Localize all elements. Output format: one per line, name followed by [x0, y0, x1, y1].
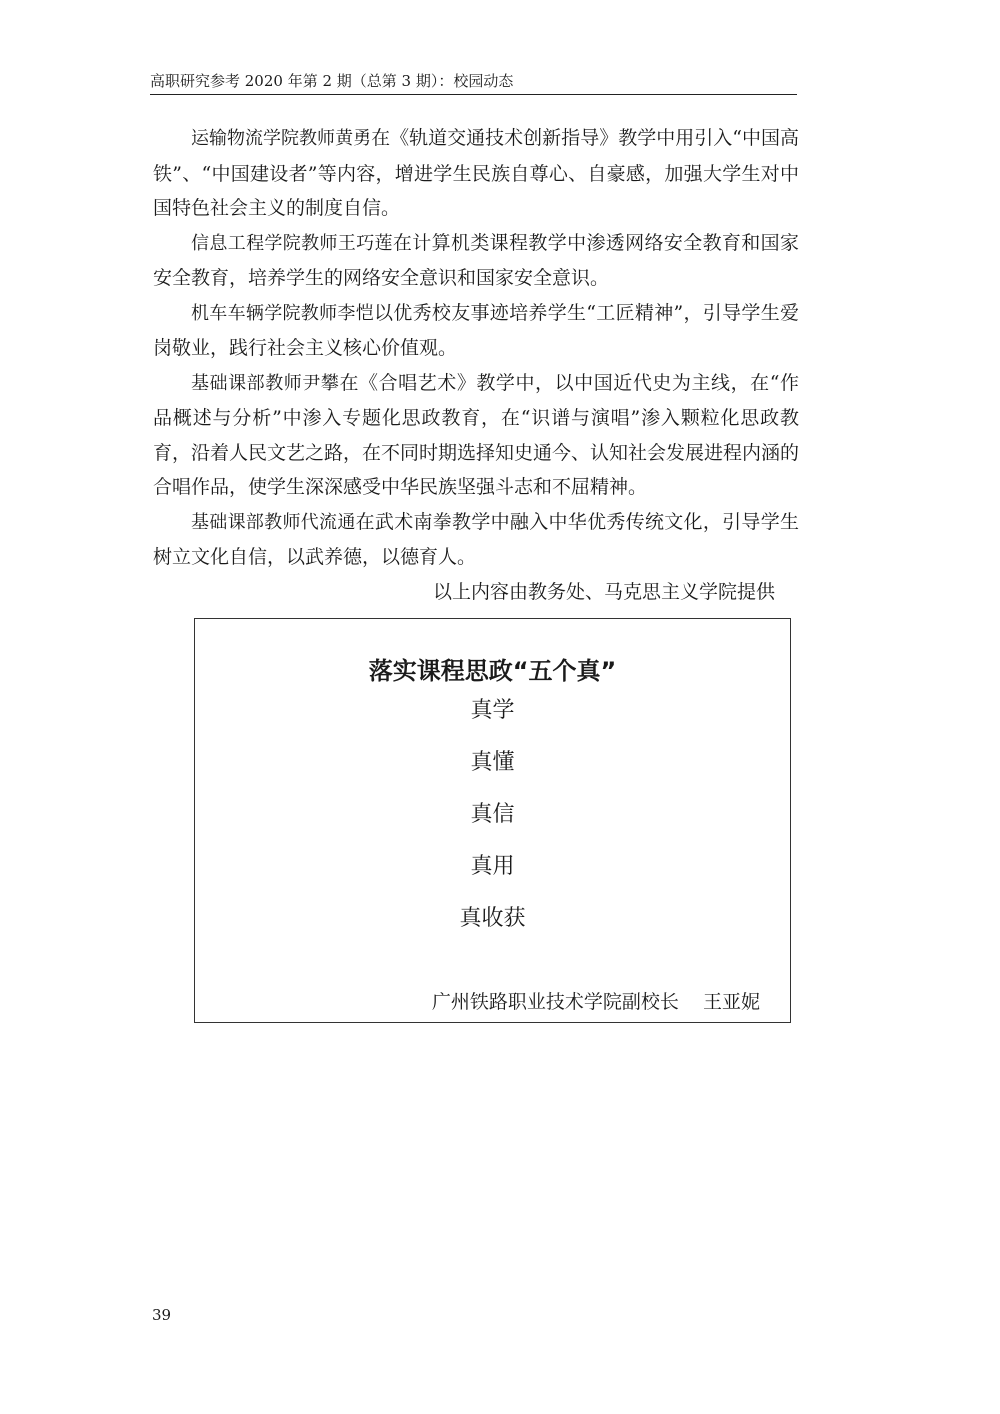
paragraph-huang-yong	[153, 121, 799, 226]
header-title: 高职研究参考 2020 年第 2 期（总第 3 期）：校园动态	[150, 72, 514, 90]
paragraph-yin-pan	[153, 366, 799, 505]
box-item: 真懂	[470, 750, 515, 775]
five-true-box	[194, 618, 791, 1023]
paragraph-lead: 基础课部教师代流通	[191, 511, 356, 533]
box-title: 落实课程思政“五个真”	[368, 657, 617, 685]
paragraph-lead: 基础课部教师尹攀	[191, 372, 340, 394]
source-note: 以上内容由教务处、马克思主义学院提供	[432, 580, 775, 603]
paragraph-li-kai	[153, 296, 799, 366]
paragraph-text: 在《合唱艺术》教学中，以中国近代史为主线，在“作品概述与分析”中渗入专题化思政教育，在“识谱与演唱”渗入颗粒化思政教育，沿着人民文艺之路，在不同时期选择知史通今、认知社会发展进程内涵的合唱作品，使学生深深感受中华民族坚强斗志和不屈精神。	[153, 371, 800, 498]
paragraph-text: 在计算机类课程教学中渗透网络安全教育和国家安全教育，培养学生的网络安全意识和国家安全意识。	[153, 231, 799, 289]
box-item: 真收获	[459, 906, 526, 931]
paragraph-dai-liutong	[153, 505, 799, 575]
page-number: 39	[152, 1306, 172, 1324]
paragraph-lead: 运输物流学院教师黄勇	[191, 128, 372, 149]
box-item-list	[195, 685, 790, 945]
paragraph-text: 在武术南拳教学中融入中华优秀传统文化，引导学生树立文化自信，以武养德，以德育人。	[153, 510, 799, 568]
box-item: 真信	[470, 802, 515, 827]
running-header	[150, 70, 797, 95]
paragraph-lead: 信息工程学院教师王巧莲	[191, 232, 393, 254]
box-item: 真用	[470, 854, 515, 879]
box-signature: 广州铁路职业技术学院副校长 王亚妮	[431, 991, 760, 1013]
paragraph-text: 在《轨道交通技术创新指导》教学中用引入“中国高铁”、“中国建设者”等内容，增进学生民族自尊心、自豪感，加强大学生对中国特色社会主义的制度自信。	[153, 127, 800, 219]
paragraph-lead: 机车车辆学院教师李恺	[191, 302, 374, 324]
paragraph-text: 以优秀校友事迹培养学生“工匠精神”，引导学生爱岗敬业，践行社会主义核心价值观。	[153, 301, 800, 359]
paragraph-wang-qiaolian	[153, 226, 799, 296]
article-body	[153, 121, 799, 609]
box-item: 真学	[470, 698, 515, 723]
